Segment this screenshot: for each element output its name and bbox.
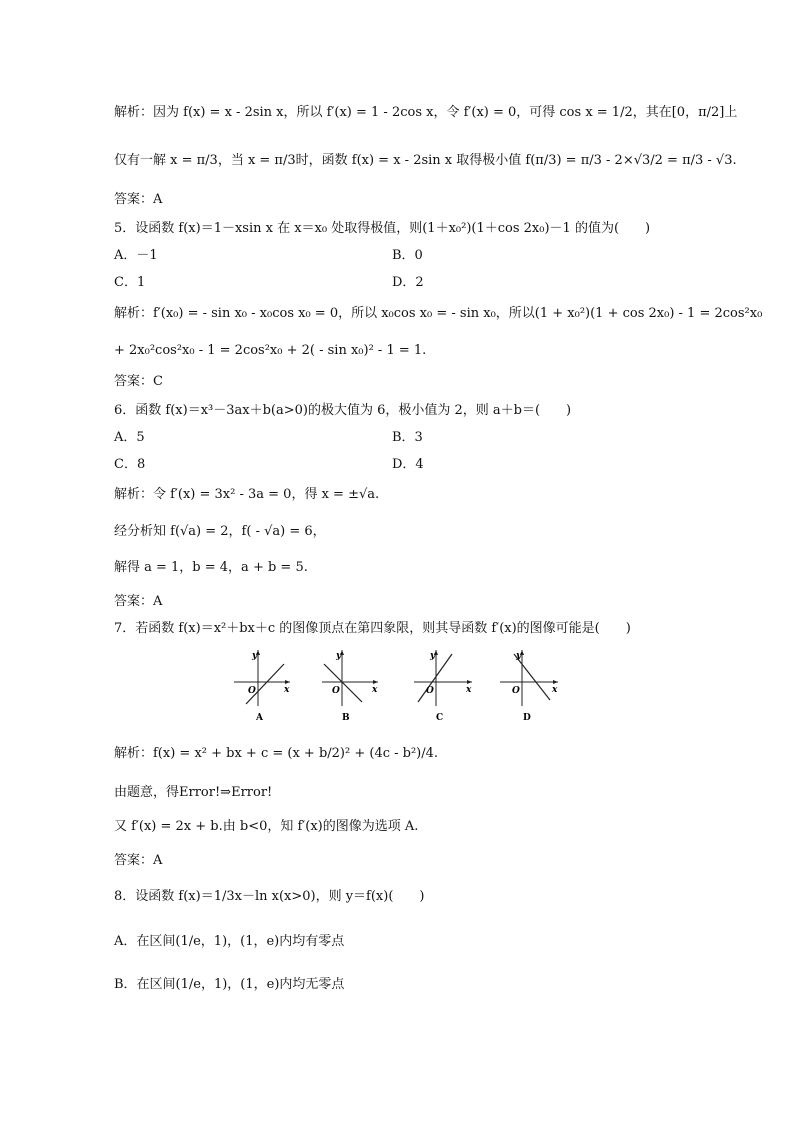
figure-label-a: A (256, 713, 263, 723)
axis-y-label: y (252, 651, 258, 661)
axis-x-label: x (372, 685, 378, 695)
axis-y-label: y (516, 651, 522, 661)
answer-4: 答案：A (114, 192, 163, 207)
question-5-option-c: C．1 (114, 275, 146, 290)
question-7-figures (228, 646, 568, 726)
figure-label-b: B (342, 713, 350, 723)
question-6-option-c: C．8 (114, 457, 146, 472)
figure-label-c: C (436, 713, 444, 723)
axis-x-label: x (284, 685, 290, 695)
question-6-option-d: D．4 (392, 457, 424, 472)
graph-c (410, 646, 480, 726)
graph-a (228, 646, 298, 726)
question-7: 7．若函数 f(x)＝x²＋bx＋c 的图像顶点在第四象限，则其导函数 f′(x)的图像可能是( ) (114, 621, 631, 636)
solution-7-line-2: 由题意，得Error!⇒Error! (114, 785, 273, 800)
question-5-option-b: B．0 (392, 248, 423, 263)
axis-x-label: x (466, 685, 472, 695)
question-5: 5．设函数 f(x)＝1－xsin x 在 x＝x₀ 处取得极值，则(1＋x₀²)(1＋cos 2x₀)－1 的值为( ) (114, 221, 651, 236)
solution-5-line-1: 解析：f′(x₀) = - sin x₀ - x₀cos x₀ = 0，所以 x₀cos x₀ = - sin x₀，所以(1 + x₀²)(1 + cos 2x₀) - 1 = 2cos²x₀ (114, 306, 763, 321)
question-8-option-a: A．在区间(1/e，1)，(1，e)内均有零点 (114, 934, 345, 949)
question-8: 8．设函数 f(x)＝1/3x－ln x(x>0)，则 y＝f(x)( ) (114, 889, 425, 904)
answer-7: 答案：A (114, 853, 163, 868)
graph-b (316, 646, 386, 726)
axis-y-label: y (430, 651, 436, 661)
solution-4-line-1: 解析：因为 f(x) = x - 2sin x，所以 f′(x) = 1 - 2cos x，令 f′(x) = 0，可得 cos x = 1/2，其在[0，π/2]上 (114, 105, 738, 120)
solution-7-line-1: 解析：f(x) = x² + bx + c = (x + b/2)² + (4c - b²)/4. (114, 746, 439, 761)
origin-label: O (332, 686, 340, 696)
question-5-option-d: D．2 (392, 275, 424, 290)
axis-x-label: x (552, 685, 558, 695)
answer-5: 答案：C (114, 374, 163, 389)
solution-6-line-1: 解析：令 f′(x) = 3x² - 3a = 0，得 x = ±√a. (114, 487, 380, 502)
graph-d (496, 646, 568, 726)
answer-6: 答案：A (114, 594, 163, 609)
question-6-option-a: A．5 (114, 430, 145, 445)
solution-4-line-2: 仅有一解 x = π/3，当 x = π/3时，函数 f(x) = x - 2sin x 取得极小值 f(π/3) = π/3 - 2×√3/2 = π/3 - √3. (114, 153, 737, 168)
solution-6-line-3: 解得 a = 1，b = 4，a + b = 5. (114, 560, 308, 575)
solution-5-line-2: + 2x₀²cos²x₀ - 1 = 2cos²x₀ + 2( - sin x₀)² - 1 = 1. (114, 343, 427, 358)
question-5-option-a: A．－1 (114, 248, 158, 263)
origin-label: O (248, 686, 256, 696)
solution-6-line-2: 经分析知 f(√a) = 2，f( - √a) = 6， (114, 524, 326, 539)
question-6: 6．函数 f(x)＝x³－3ax＋b(a>0)的极大值为 6，极小值为 2，则 a＋b＝( ) (114, 403, 572, 418)
figure-label-d: D (523, 713, 531, 723)
origin-label: O (426, 686, 434, 696)
origin-label: O (512, 686, 520, 696)
axis-y-label: y (336, 651, 342, 661)
solution-7-line-3: 又 f′(x) = 2x + b.由 b<0，知 f′(x)的图像为选项 A. (114, 819, 419, 834)
question-8-option-b: B．在区间(1/e，1)，(1，e)内均无零点 (114, 977, 345, 992)
question-6-option-b: B．3 (392, 430, 423, 445)
